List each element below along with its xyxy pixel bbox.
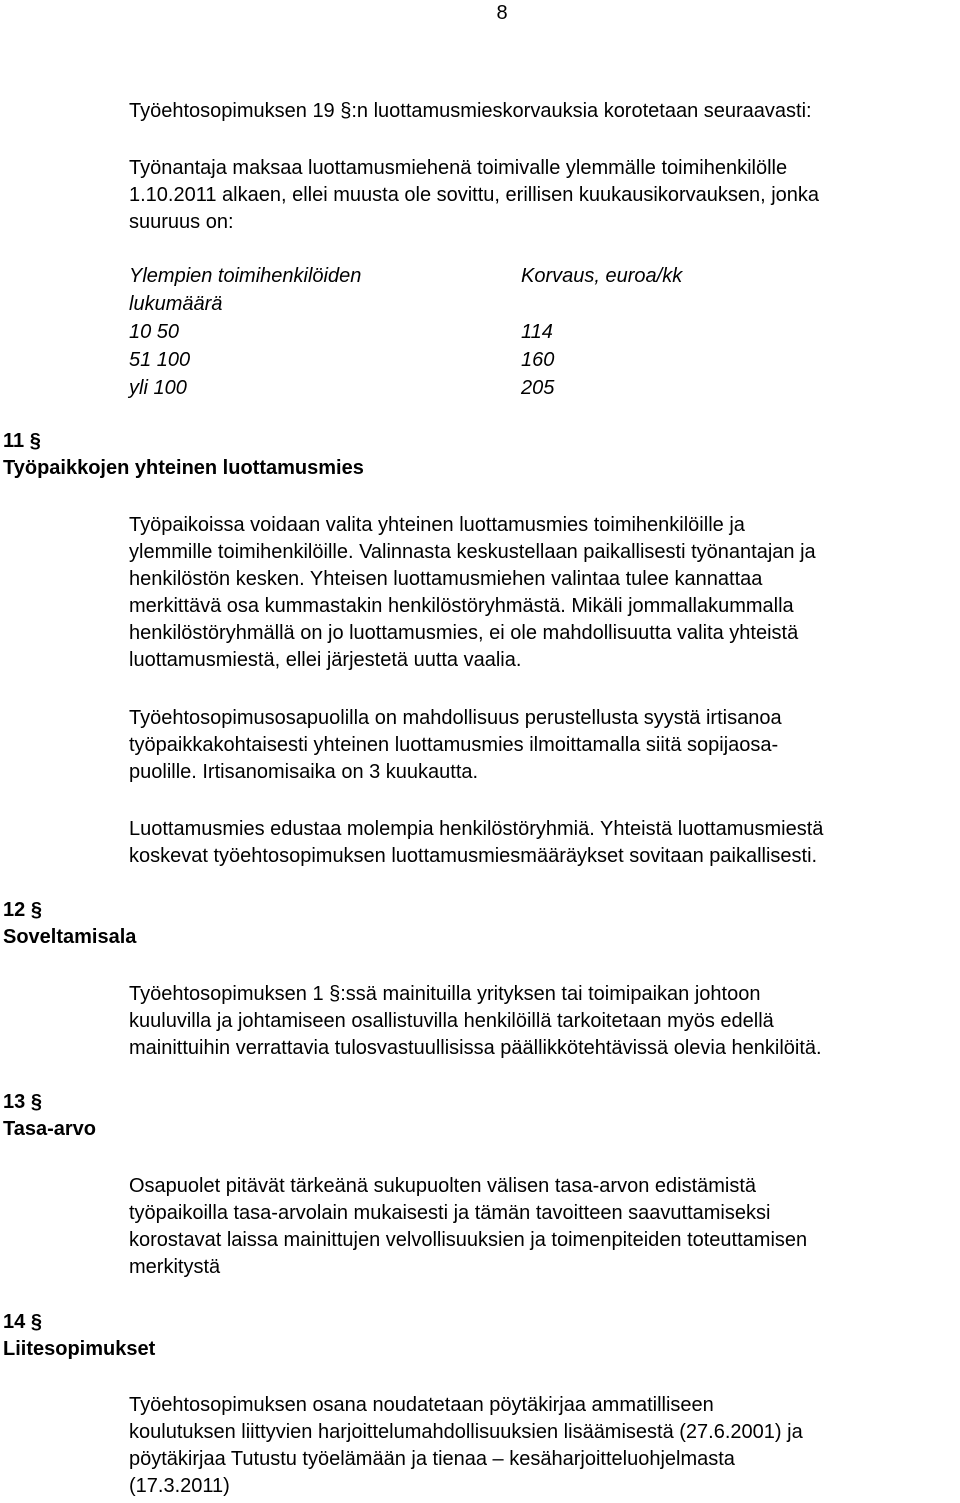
row-count: yli 100 (129, 377, 187, 399)
section-14-heading (3, 1309, 155, 1363)
section-title: Työpaikkojen yhteinen luottamusmies (3, 457, 364, 479)
section-sign: § (30, 1311, 42, 1333)
section-11-heading (3, 428, 364, 482)
row-amount: 205 (521, 377, 555, 399)
paragraph-line: henkilöstöryhmällä on jo luottamusmies, ei ole mahdollisuutta valita yhteistä (129, 622, 799, 644)
section-number: 11 (3, 430, 25, 452)
page-number: 8 (496, 2, 508, 24)
header-count-line1: Ylempien toimihenkilöiden (129, 265, 362, 287)
section-11-paragraph-1 (129, 512, 816, 674)
section-number: 14 (3, 1311, 26, 1333)
table-row (129, 374, 749, 402)
row-count: 51 100 (129, 349, 191, 371)
paragraph-line: koulutuksen liittyvien harjoittelumahdollisuuksien lisäämisestä (27.6.2001) ja (129, 1421, 803, 1443)
table-row (129, 346, 749, 374)
intro-text: Työehtosopimuksen 19 §:n luottamusmieskorvauksia korotetaan seuraavasti: (129, 100, 812, 122)
section-sign: § (30, 1091, 42, 1113)
intro-paragraph (129, 155, 819, 236)
section-number: 12 (3, 899, 26, 921)
compensation-table (129, 262, 749, 402)
paragraph-line: ylemmille toimihenkilöille. Valinnasta keskustellaan paikallisesti työnantajan ja (129, 541, 816, 563)
paragraph-line: korostavat laissa mainittujen velvollisuuksien ja toimenpiteiden toteuttamisen (129, 1229, 808, 1251)
section-12-heading (3, 897, 136, 951)
intro-line (129, 98, 812, 125)
paragraph-line: Työehtosopimuksen osana noudatetaan pöytäkirjaa ammatilliseen (129, 1394, 714, 1416)
table-row (129, 318, 749, 346)
section-sign: § (29, 430, 41, 452)
table-header-row (129, 262, 749, 318)
section-sign: § (30, 899, 42, 921)
paragraph-line: henkilöstön kesken. Yhteisen luottamusmiehen valintaa tulee kannattaa (129, 568, 763, 590)
section-number: 13 (3, 1091, 26, 1113)
section-title: Liitesopimukset (3, 1338, 156, 1360)
section-14-paragraph-1 (129, 1392, 803, 1500)
section-number-line (3, 897, 136, 924)
paragraph-line: mainittuihin verrattavia tulosvastuullisissa päällikkötehtävissä olevia henkilöitä. (129, 1037, 822, 1059)
section-number-line (3, 428, 364, 455)
paragraph-line: koskevat työehtosopimuksen luottamusmiesmääräykset sovitaan paikallisesti. (129, 845, 818, 867)
section-title: Soveltamisala (3, 926, 137, 948)
paragraph-line: kuuluvilla ja johtamiseen osallistuvilla henkilöillä tarkoitetaan myös edellä (129, 1010, 774, 1032)
row-amount: 160 (521, 349, 555, 371)
section-title: Tasa-arvo (3, 1118, 97, 1140)
section-13-paragraph-1 (129, 1173, 807, 1281)
paragraph-line: työpaikkakohtaisesti yhteinen luottamusmies ilmoittamalla siitä sopijaosa- (129, 734, 779, 756)
paragraph-line: Luottamusmies edustaa molempia henkilöstöryhmiä. Yhteistä luottamusmiestä (129, 818, 824, 840)
paragraph-line: työpaikoilla tasa-arvolain mukaisesti ja tämän tavoitteen saavuttamiseksi (129, 1202, 771, 1224)
paragraph-line: pöytäkirjaa Tutustu työelämään ja tienaa – kesäharjoitteluohjelmasta (129, 1448, 735, 1470)
section-11-paragraph-2 (129, 705, 782, 786)
paragraph-line: (17.3.2011) (129, 1475, 230, 1497)
paragraph-line: Osapuolet pitävät tärkeänä sukupuolten välisen tasa-arvon edistämistä (129, 1175, 757, 1197)
section-number-line (3, 1309, 155, 1336)
section-11-paragraph-3 (129, 816, 823, 870)
paragraph-line: Työpaikoissa voidaan valita yhteinen luottamusmies toimihenkilöille ja (129, 514, 745, 536)
intro-paragraph-line: Työnantaja maksaa luottamusmiehenä toimivalle ylemmälle toimihenkilölle (129, 157, 788, 179)
paragraph-line: puolille. Irtisanomisaika on 3 kuukautta. (129, 761, 479, 783)
intro-paragraph-line: 1.10.2011 alkaen, ellei muusta ole sovittu, erillisen kuukausikorvauksen, jonka (129, 184, 820, 206)
row-amount: 114 (521, 321, 553, 343)
paragraph-line: Työehtosopimuksen 1 §:ssä mainituilla yrityksen tai toimipaikan johtoon (129, 983, 761, 1005)
section-13-heading (3, 1089, 96, 1143)
section-12-paragraph-1 (129, 981, 822, 1062)
header-count (129, 262, 521, 318)
section-number-line (3, 1089, 96, 1116)
paragraph-line: merkittävä osa kummastakin henkilöstöryhmästä. Mikäli jommallakummalla (129, 595, 794, 617)
paragraph-line: merkitystä (129, 1256, 221, 1278)
paragraph-line: Työehtosopimusosapuolilla on mahdollisuus perustellusta syystä irtisanoa (129, 707, 782, 729)
paragraph-line: luottamusmiestä, ellei järjestetä uutta vaalia. (129, 649, 522, 671)
header-amount: Korvaus, euroa/kk (521, 265, 683, 287)
row-count: 10 50 (129, 321, 180, 343)
header-count-line2: lukumäärä (129, 293, 223, 315)
intro-paragraph-line: suuruus on: (129, 211, 234, 233)
